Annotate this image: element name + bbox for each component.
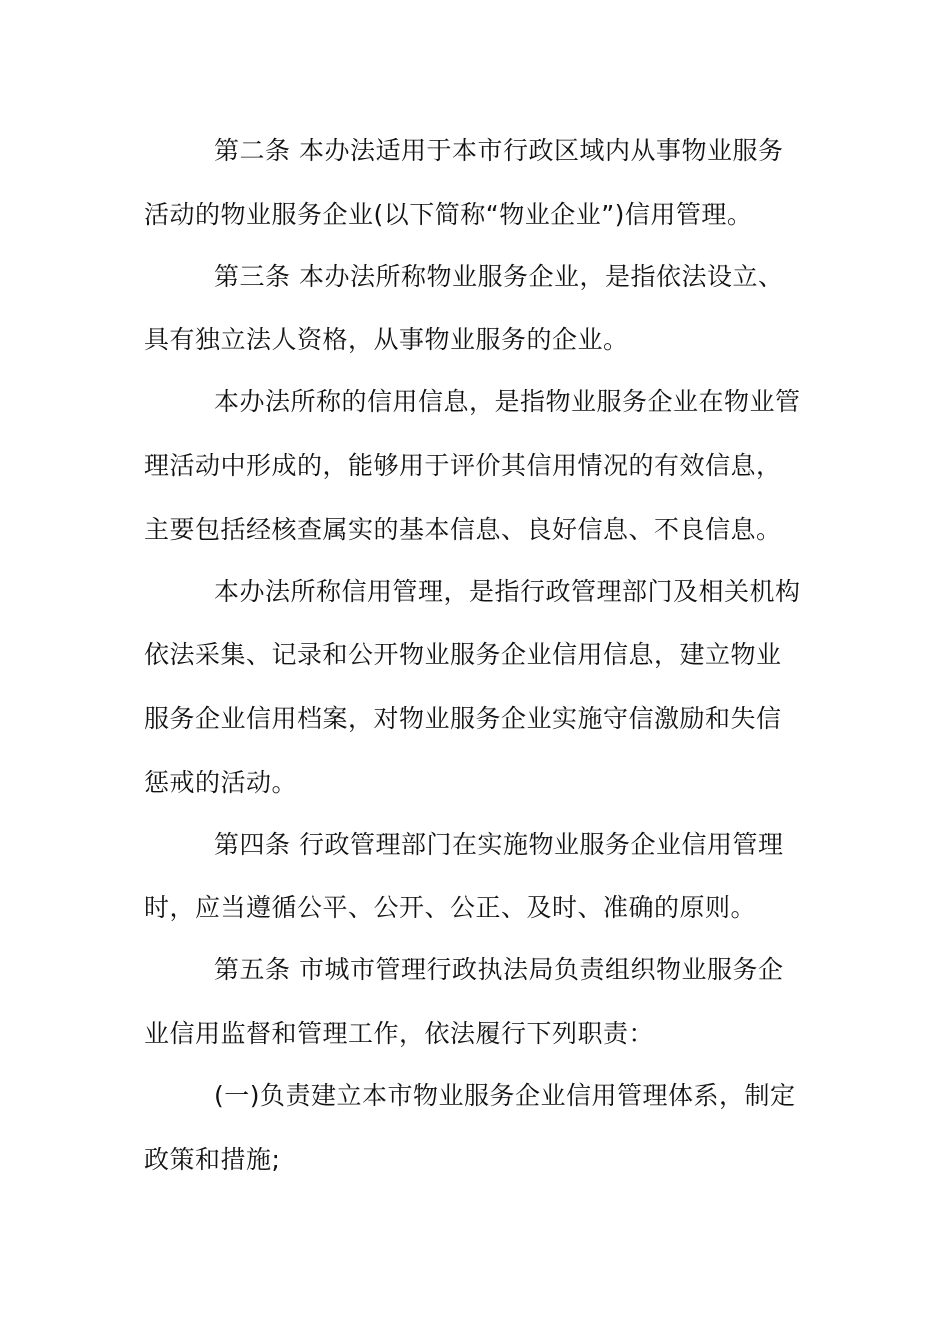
- article-4-line-1: 第四条 行政管理部门在实施物业服务企业信用管理: [214, 830, 784, 859]
- article-3-line-2: 具有独立法人资格，从事物业服务的企业。: [144, 325, 629, 354]
- article-3-line-1: 第三条 本办法所称物业服务企业，是指依法设立、: [214, 262, 784, 291]
- credit-management-definition-line-1: 本办法所称信用管理，是指行政管理部门及相关机构: [214, 577, 801, 606]
- credit-management-definition-line-4: 惩戒的活动。: [144, 768, 298, 797]
- article-2-line-1: 第二条 本办法适用于本市行政区域内从事物业服务: [214, 136, 784, 165]
- credit-info-definition-line-2: 理活动中形成的，能够用于评价其信用情况的有效信息，: [144, 451, 782, 480]
- duty-1-line-1: (一)负责建立本市物业服务企业信用管理体系，制定: [214, 1081, 796, 1110]
- credit-info-definition-line-1: 本办法所称的信用信息，是指物业服务企业在物业管: [214, 387, 801, 416]
- credit-info-definition-line-3: 主要包括经核查属实的基本信息、良好信息、不良信息。: [144, 515, 782, 544]
- article-4-line-2: 时，应当遵循公平、公开、公正、及时、准确的原则。: [144, 893, 757, 922]
- article-2-line-2: 活动的物业服务企业(以下简称“物业企业”)信用管理。: [144, 200, 753, 229]
- duty-1-line-2: 政策和措施;: [144, 1145, 281, 1174]
- credit-management-definition-line-3: 服务企业信用档案，对物业服务企业实施守信激励和失信: [144, 704, 782, 733]
- article-5-line-2: 业信用监督和管理工作，依法履行下列职责：: [144, 1019, 655, 1048]
- credit-management-definition-line-2: 依法采集、记录和公开物业服务企业信用信息，建立物业: [144, 640, 782, 669]
- article-5-line-1: 第五条 市城市管理行政执法局负责组织物业服务企: [214, 955, 784, 984]
